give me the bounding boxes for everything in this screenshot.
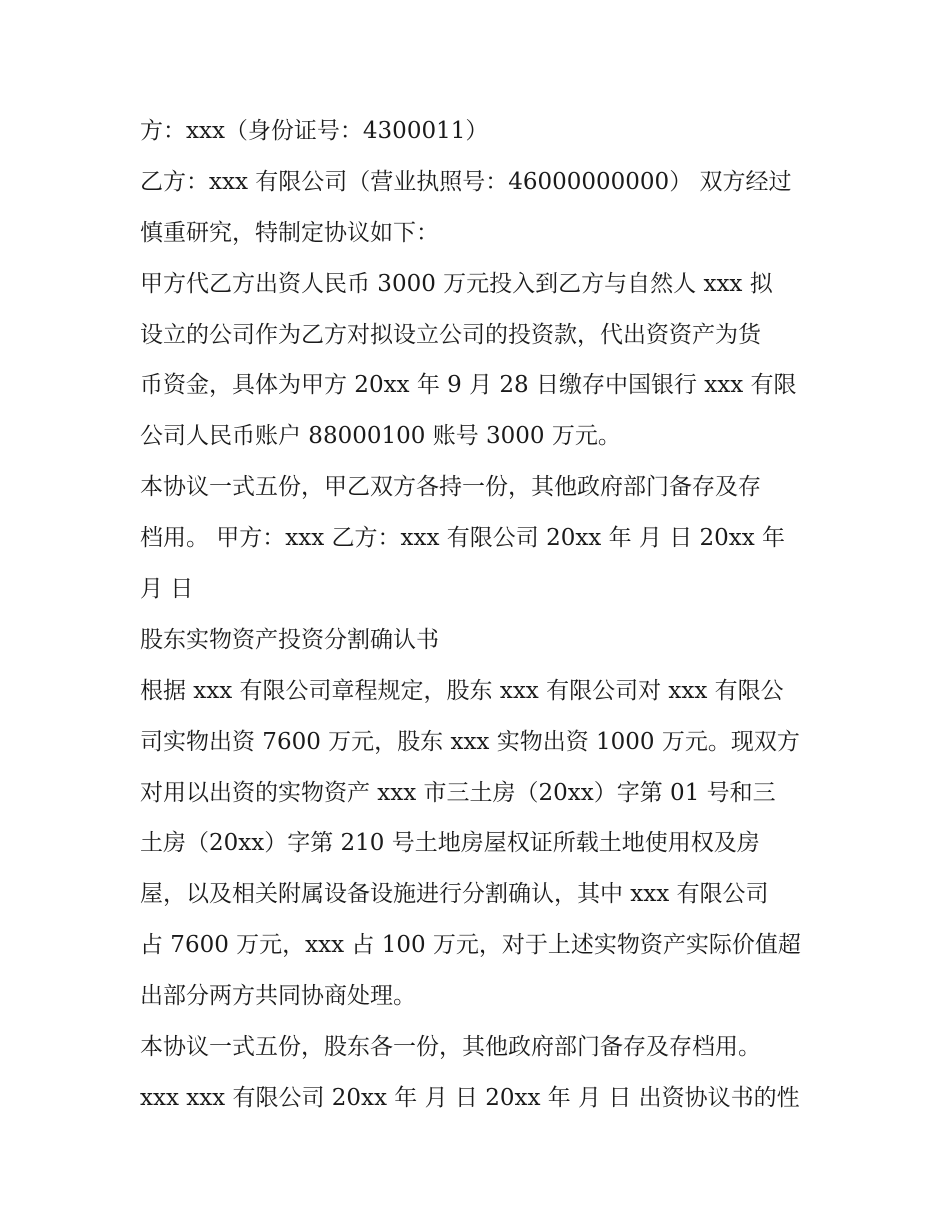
text-line: 对用以出资的实物资产 xxx 市三土房（20xx）字第 01 号和三 xyxy=(140,779,776,806)
text-line: 屋，以及相关附属设备设施进行分割确认，其中 xxx 有限公司 xyxy=(140,881,769,908)
text-line: 根据 xxx 有限公司章程规定，股东 xxx 有限公司对 xxx 有限公 xyxy=(140,677,784,704)
text-line: 出部分两方共同协商处理。 xyxy=(140,983,416,1010)
text-line: 档用。 甲方：xxx 乙方：xxx 有限公司 20xx 年 月 日 20xx 年 xyxy=(140,525,786,552)
text-line: xxx xxx 有限公司 20xx 年 月 日 20xx 年 月 日 出资协议书的性 xyxy=(140,1084,800,1111)
text-line: 甲方代乙方出资人民币 3000 万元投入到乙方与自然人 xxx 拟 xyxy=(140,270,773,297)
text-line: 司实物出资 7600 万元，股东 xxx 实物出资 1000 万元。现双方 xyxy=(140,728,800,755)
text-line: 占 7600 万元，xxx 占 100 万元，对于上述实物资产实际价值超 xyxy=(140,932,801,959)
text-line: 币资金，具体为甲方 20xx 年 9 月 28 日缴存中国银行 xxx 有限 xyxy=(140,372,797,399)
text-line: 方：xxx（身份证号：4300011） xyxy=(140,118,489,144)
text-line: 设立的公司作为乙方对拟设立公司的投资款，代出资资产为货 xyxy=(140,321,761,348)
text-line: 本协议一式五份，股东各一份，其他政府部门备存及存档用。 xyxy=(140,1034,761,1061)
text-line: 慎重研究，特制定协议如下： xyxy=(140,219,439,246)
text-line: 乙方：xxx 有限公司（营业执照号：46000000000） 双方经过 xyxy=(140,168,792,195)
text-line: 本协议一式五份，甲乙双方各持一份，其他政府部门备存及存 xyxy=(140,474,761,501)
text-line: 土房（20xx）字第 210 号土地房屋权证所载土地使用权及房 xyxy=(140,830,760,857)
text-line: 月 日 xyxy=(140,576,194,603)
document-body xyxy=(140,106,820,1124)
section-heading: 股东实物资产投资分割确认书 xyxy=(140,626,439,653)
text-line: 公司人民币账户 88000100 账号 3000 万元。 xyxy=(140,423,621,450)
